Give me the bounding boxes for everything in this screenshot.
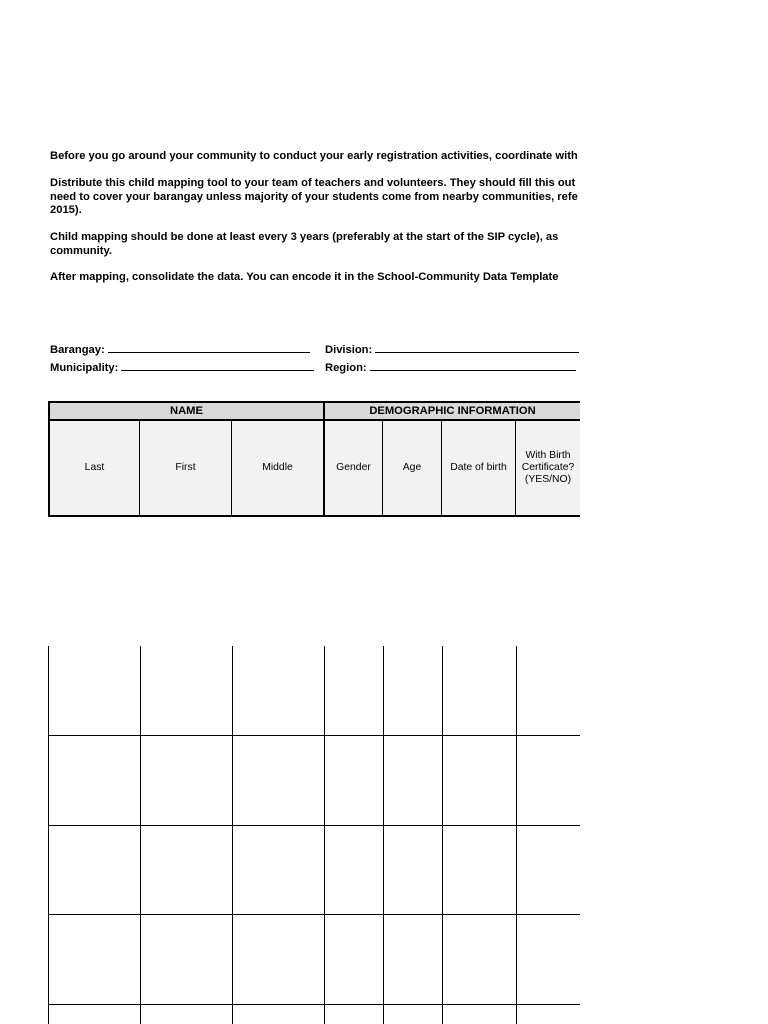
demographic-group-header	[323, 401, 580, 421]
column-date-of-birth-label: Date of birth	[450, 462, 507, 473]
column-last	[48, 421, 140, 517]
division-label: Division:	[325, 344, 373, 356]
instruction-consolidate	[50, 271, 580, 285]
grid-vline	[383, 646, 384, 1024]
division-input-line[interactable]	[375, 341, 579, 353]
instruction-distribute-line-2: need to cover your barangay unless majority of your students come from nearby communities, refe	[50, 190, 578, 203]
mapping-table-header	[48, 401, 580, 517]
instruction-distribute-line-1: Distribute this child mapping tool to your team of teachers and volunteers. They should fill this out	[50, 177, 576, 189]
column-age-label: Age	[402, 462, 422, 473]
column-gender	[325, 421, 383, 517]
grid-vline	[140, 646, 141, 1024]
column-middle	[232, 421, 325, 517]
grid-row-divider	[48, 1004, 580, 1005]
column-date-of-birth	[442, 421, 516, 517]
grid-vline	[516, 646, 517, 1024]
column-birth-certificate-line-1: With Birth	[525, 450, 571, 461]
instruction-distribute-line-3: 2015).	[50, 204, 82, 216]
name-group-header	[48, 401, 325, 421]
column-last-label: Last	[84, 462, 105, 473]
column-birth-certificate-line-3: (YES/NO)	[524, 474, 572, 485]
column-age	[383, 421, 442, 517]
column-first	[140, 421, 232, 517]
instruction-distribute	[50, 177, 580, 218]
region-label: Region:	[325, 362, 367, 374]
column-birth-certificate-line-2: Certificate?	[521, 462, 575, 473]
instruction-consolidate-text: After mapping, consolidate the data. You can encode it in the School-Community Data Template	[50, 271, 559, 283]
grid-row-divider	[48, 914, 580, 915]
division-field	[325, 341, 579, 356]
grid-vline	[48, 646, 49, 1024]
instruction-coordinate	[50, 150, 580, 164]
instruction-frequency-line-1: Child mapping should be done at least every 3 years (preferably at the start of the SIP cycle), as	[50, 231, 559, 243]
instruction-coordinate-text: Before you go around your community to conduct your early registration activities, coordinate with	[50, 150, 578, 162]
grid-vline	[442, 646, 443, 1024]
grid-vline	[324, 646, 325, 1024]
region-field	[325, 359, 576, 374]
grid-row-divider	[48, 735, 580, 736]
instruction-frequency	[50, 231, 580, 258]
instruction-frequency-line-2: community.	[50, 244, 112, 257]
column-birth-certificate	[516, 421, 580, 517]
demographic-group-label: DEMOGRAPHIC INFORMATION	[369, 405, 536, 417]
region-input-line[interactable]	[370, 359, 576, 371]
barangay-input-line[interactable]	[108, 341, 310, 353]
column-gender-label: Gender	[336, 462, 371, 473]
barangay-field	[50, 341, 310, 356]
name-group-label: NAME	[170, 405, 203, 417]
column-first-label: First	[175, 462, 196, 473]
municipality-label: Municipality:	[50, 362, 119, 374]
column-middle-label: Middle	[262, 462, 293, 473]
grid-row-divider	[48, 825, 580, 826]
grid-vline	[232, 646, 233, 1024]
municipality-input-line[interactable]	[121, 359, 314, 371]
barangay-label: Barangay:	[50, 344, 105, 356]
municipality-field	[50, 359, 314, 374]
mapping-table-body	[48, 646, 580, 1024]
